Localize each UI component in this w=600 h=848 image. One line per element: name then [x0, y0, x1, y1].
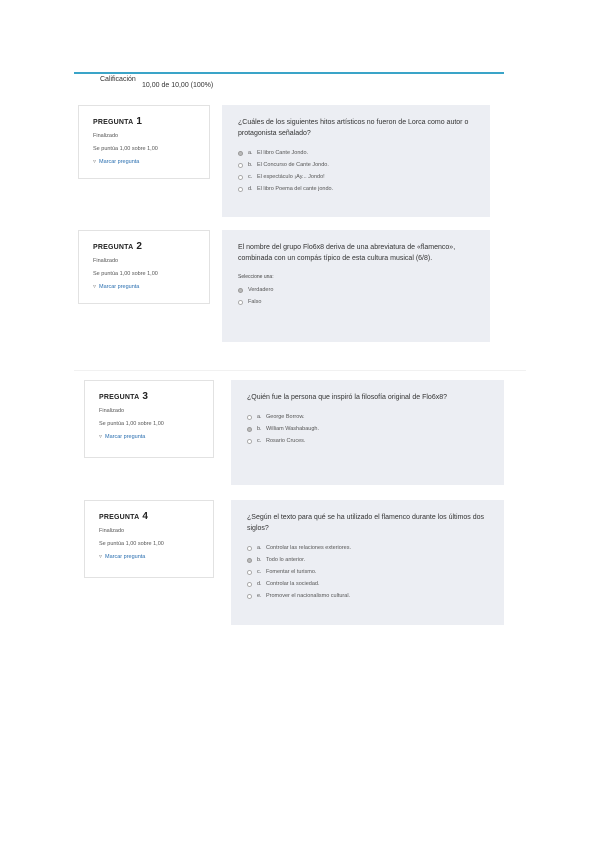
grade-label: Calificación — [100, 76, 136, 83]
select-one-label: Seleccione una: — [238, 274, 274, 280]
question-1-content — [222, 105, 490, 217]
flag-icon: ▿ — [93, 284, 97, 290]
question-4-content — [231, 500, 504, 625]
flag-icon: ▿ — [99, 554, 103, 560]
page-divider — [74, 370, 526, 371]
radio-button[interactable] — [238, 187, 243, 192]
answer-option[interactable]: a. El libro Cante Jondo. — [238, 147, 476, 159]
question-status: Finalizado — [93, 258, 119, 264]
answer-option[interactable]: d. Controlar la sociedad. — [247, 578, 490, 590]
question-1-info — [78, 105, 210, 179]
radio-button[interactable] — [238, 163, 243, 168]
radio-button[interactable] — [238, 288, 243, 293]
question-number: 2 — [136, 241, 143, 252]
radio-button[interactable] — [238, 151, 243, 156]
grade-summary — [74, 72, 504, 92]
flag-icon: ▿ — [99, 434, 103, 440]
question-status: Finalizado — [99, 528, 125, 534]
question-number: 4 — [142, 511, 149, 522]
question-2-content — [222, 230, 490, 342]
question-title: PREGUNTA 4 — [99, 511, 149, 522]
question-score: Se puntúa 1,00 sobre 1,00 — [93, 271, 158, 277]
flag-question-link[interactable]: ▿ Marcar pregunta — [93, 283, 140, 290]
radio-button[interactable] — [247, 439, 252, 444]
answer-option-true[interactable]: Verdadero — [238, 284, 476, 296]
radio-button[interactable] — [247, 558, 252, 563]
question-score: Se puntúa 1,00 sobre 1,00 — [99, 541, 164, 547]
question-text: El nombre del grupo Flo6x8 deriva de una abreviatura de «flamenco», combinada con un compás típico de esta cultura musical (6/8). — [238, 244, 456, 262]
radio-button[interactable] — [247, 415, 252, 420]
flag-question-link[interactable]: ▿ Marcar pregunta — [99, 433, 146, 440]
radio-button[interactable] — [238, 175, 243, 180]
question-status: Finalizado — [93, 133, 119, 139]
answer-options — [238, 147, 476, 195]
radio-button[interactable] — [247, 594, 252, 599]
answer-option-false[interactable]: Falso — [238, 296, 476, 308]
radio-button[interactable] — [247, 582, 252, 587]
question-number: 1 — [136, 116, 143, 127]
question-title: PREGUNTA 2 — [93, 241, 143, 252]
question-3-info — [84, 380, 214, 458]
question-3-content — [231, 380, 504, 485]
answer-option[interactable]: e. Promover el nacionalismo cultural. — [247, 590, 490, 602]
question-title: PREGUNTA 3 — [99, 391, 149, 402]
question-text: ¿Según el texto para qué se ha utilizado el flamenco durante los últimos dos siglos? — [247, 514, 484, 532]
radio-button[interactable] — [247, 546, 252, 551]
question-score: Se puntúa 1,00 sobre 1,00 — [99, 421, 164, 427]
answer-option[interactable]: a. Controlar las relaciones exteriores. — [247, 542, 490, 554]
radio-button[interactable] — [247, 427, 252, 432]
answer-option[interactable]: c. El espectáculo ¡Ay... Jondo! — [238, 171, 476, 183]
question-4-info — [84, 500, 214, 578]
flag-icon: ▿ — [93, 159, 97, 165]
answer-option[interactable]: a. George Borrow. — [247, 411, 490, 423]
grade-value: 10,00 de 10,00 (100%) — [142, 82, 214, 89]
answer-option[interactable]: b. El Concurso de Cante Jondo. — [238, 159, 476, 171]
question-status: Finalizado — [99, 408, 125, 414]
answer-option[interactable]: c. Rosario Cruces. — [247, 435, 490, 447]
question-text: ¿Quién fue la persona que inspiró la filosofía original de Flo6x8? — [247, 394, 448, 401]
question-title: PREGUNTA 1 — [93, 116, 143, 127]
question-score: Se puntúa 1,00 sobre 1,00 — [93, 146, 158, 152]
answer-option[interactable]: b. William Washabaugh. — [247, 423, 490, 435]
answer-options — [247, 411, 490, 447]
answer-option[interactable]: c. Fomentar el turismo. — [247, 566, 490, 578]
answer-option[interactable]: d. El libro Poema del cante jondo. — [238, 183, 476, 195]
flag-question-link[interactable]: ▿ Marcar pregunta — [99, 553, 146, 560]
flag-question-link[interactable]: ▿ Marcar pregunta — [93, 158, 140, 165]
answer-options — [247, 542, 490, 602]
radio-button[interactable] — [238, 300, 243, 305]
answer-option[interactable]: b. Todo lo anterior. — [247, 554, 490, 566]
radio-button[interactable] — [247, 570, 252, 575]
question-text: ¿Cuáles de los siguientes hitos artísticos no fueron de Lorca como autor o protagonista señalado? — [238, 119, 469, 137]
question-2-info — [78, 230, 210, 304]
question-number: 3 — [142, 391, 149, 402]
